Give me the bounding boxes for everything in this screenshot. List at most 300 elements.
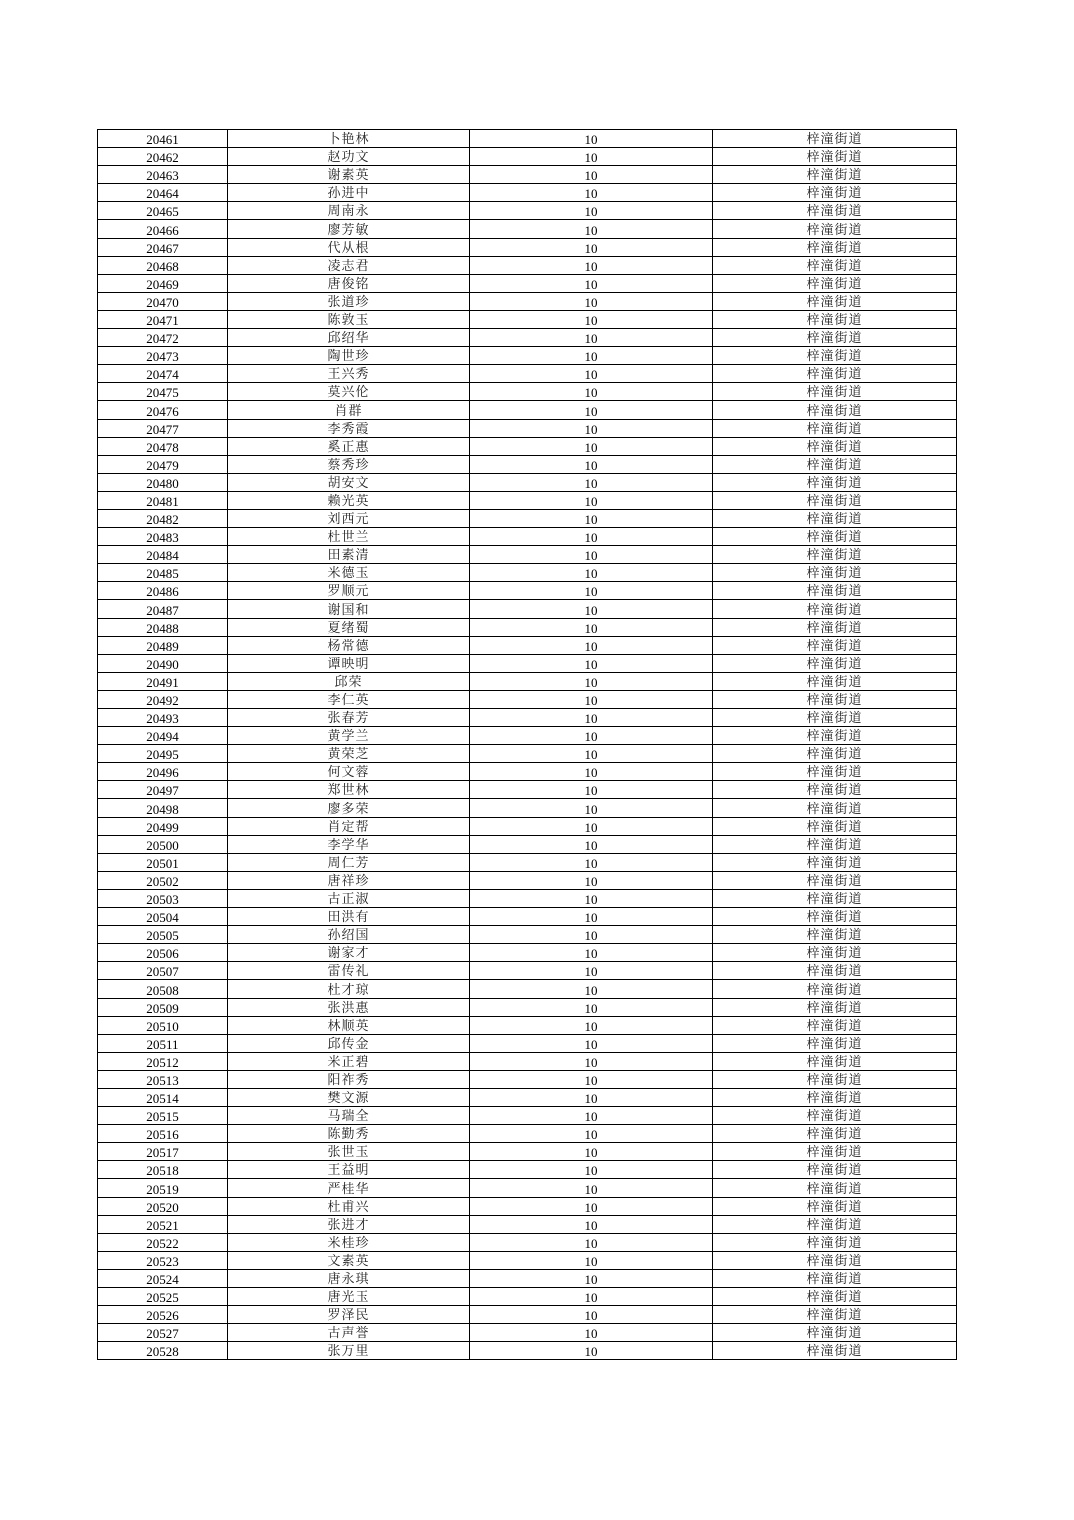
row-number-cell: 20463 <box>98 166 228 184</box>
street-cell: 梓潼街道 <box>713 1052 957 1070</box>
street-cell: 梓潼街道 <box>713 781 957 799</box>
name-cell: 张进才 <box>228 1215 470 1233</box>
amount-cell: 10 <box>470 1233 713 1251</box>
row-number-cell: 20514 <box>98 1088 228 1106</box>
row-number-cell: 20506 <box>98 944 228 962</box>
row-number-cell: 20512 <box>98 1052 228 1070</box>
amount-cell: 10 <box>470 1034 713 1052</box>
row-number-cell: 20477 <box>98 419 228 437</box>
name-cell: 孙绍国 <box>228 926 470 944</box>
amount-cell: 10 <box>470 455 713 473</box>
street-cell: 梓潼街道 <box>713 618 957 636</box>
street-cell: 梓潼街道 <box>713 889 957 907</box>
street-cell: 梓潼街道 <box>713 1197 957 1215</box>
row-number-cell: 20527 <box>98 1324 228 1342</box>
street-cell: 梓潼街道 <box>713 908 957 926</box>
row-number-cell: 20491 <box>98 672 228 690</box>
amount-cell: 10 <box>470 1161 713 1179</box>
table-row <box>98 889 957 907</box>
name-cell: 严桂华 <box>228 1179 470 1197</box>
name-cell: 米德玉 <box>228 564 470 582</box>
amount-cell: 10 <box>470 528 713 546</box>
street-cell: 梓潼街道 <box>713 582 957 600</box>
name-cell: 郑世林 <box>228 781 470 799</box>
street-cell: 梓潼街道 <box>713 871 957 889</box>
name-cell: 黄学兰 <box>228 727 470 745</box>
amount-cell: 10 <box>470 166 713 184</box>
row-number-cell: 20468 <box>98 256 228 274</box>
name-cell: 邱荣 <box>228 672 470 690</box>
street-cell: 梓潼街道 <box>713 437 957 455</box>
street-cell: 梓潼街道 <box>713 1088 957 1106</box>
row-number-cell: 20496 <box>98 763 228 781</box>
street-cell: 梓潼街道 <box>713 1306 957 1324</box>
name-cell: 陈勤秀 <box>228 1125 470 1143</box>
row-number-cell: 20504 <box>98 908 228 926</box>
amount-cell: 10 <box>470 202 713 220</box>
table-row <box>98 944 957 962</box>
table-row <box>98 1143 957 1161</box>
name-cell: 胡安文 <box>228 473 470 491</box>
name-cell: 周仁芳 <box>228 853 470 871</box>
table-row <box>98 130 957 148</box>
name-cell: 罗顺元 <box>228 582 470 600</box>
amount-cell: 10 <box>470 130 713 148</box>
row-number-cell: 20490 <box>98 654 228 672</box>
table-row <box>98 383 957 401</box>
row-number-cell: 20482 <box>98 509 228 527</box>
row-number-cell: 20485 <box>98 564 228 582</box>
table-row <box>98 220 957 238</box>
name-cell: 凌志君 <box>228 256 470 274</box>
name-cell: 李秀霞 <box>228 419 470 437</box>
amount-cell: 10 <box>470 148 713 166</box>
street-cell: 梓潼街道 <box>713 1251 957 1269</box>
name-cell: 黄荣芝 <box>228 745 470 763</box>
table-row <box>98 365 957 383</box>
name-cell: 田洪有 <box>228 908 470 926</box>
name-cell: 刘西元 <box>228 509 470 527</box>
table-row <box>98 329 957 347</box>
name-cell: 王益明 <box>228 1161 470 1179</box>
amount-cell: 10 <box>470 365 713 383</box>
row-number-cell: 20488 <box>98 618 228 636</box>
amount-cell: 10 <box>470 799 713 817</box>
amount-cell: 10 <box>470 1070 713 1088</box>
street-cell: 梓潼街道 <box>713 727 957 745</box>
row-number-cell: 20519 <box>98 1179 228 1197</box>
name-cell: 杜世兰 <box>228 528 470 546</box>
name-cell: 肖群 <box>228 401 470 419</box>
amount-cell: 10 <box>470 926 713 944</box>
name-cell: 雷传礼 <box>228 962 470 980</box>
table-row <box>98 256 957 274</box>
table-row <box>98 1179 957 1197</box>
street-cell: 梓潼街道 <box>713 274 957 292</box>
table-row <box>98 618 957 636</box>
row-number-cell: 20492 <box>98 690 228 708</box>
amount-cell: 10 <box>470 908 713 926</box>
name-cell: 莫兴伦 <box>228 383 470 401</box>
amount-cell: 10 <box>470 727 713 745</box>
table-row <box>98 347 957 365</box>
row-number-cell: 20476 <box>98 401 228 419</box>
table-row <box>98 835 957 853</box>
name-cell: 李学华 <box>228 835 470 853</box>
street-cell: 梓潼街道 <box>713 636 957 654</box>
row-number-cell: 20484 <box>98 546 228 564</box>
table-row <box>98 781 957 799</box>
table-row <box>98 509 957 527</box>
street-cell: 梓潼街道 <box>713 292 957 310</box>
street-cell: 梓潼街道 <box>713 1269 957 1287</box>
street-cell: 梓潼街道 <box>713 1016 957 1034</box>
amount-cell: 10 <box>470 1269 713 1287</box>
table-row <box>98 1107 957 1125</box>
street-cell: 梓潼街道 <box>713 853 957 871</box>
amount-cell: 10 <box>470 1197 713 1215</box>
name-cell: 唐光玉 <box>228 1288 470 1306</box>
table-row <box>98 546 957 564</box>
table-row <box>98 292 957 310</box>
amount-cell: 10 <box>470 1306 713 1324</box>
table-row <box>98 1306 957 1324</box>
row-number-cell: 20498 <box>98 799 228 817</box>
row-number-cell: 20501 <box>98 853 228 871</box>
name-cell: 杜甫兴 <box>228 1197 470 1215</box>
table-row <box>98 817 957 835</box>
row-number-cell: 20472 <box>98 329 228 347</box>
amount-cell: 10 <box>470 853 713 871</box>
amount-cell: 10 <box>470 1179 713 1197</box>
street-cell: 梓潼街道 <box>713 600 957 618</box>
amount-cell: 10 <box>470 509 713 527</box>
table-row <box>98 1215 957 1233</box>
amount-cell: 10 <box>470 672 713 690</box>
table-row <box>98 1269 957 1287</box>
amount-cell: 10 <box>470 1088 713 1106</box>
amount-cell: 10 <box>470 690 713 708</box>
table-row <box>98 238 957 256</box>
name-cell: 张万里 <box>228 1342 470 1360</box>
table-row <box>98 1052 957 1070</box>
amount-cell: 10 <box>470 564 713 582</box>
row-number-cell: 20511 <box>98 1034 228 1052</box>
row-number-cell: 20489 <box>98 636 228 654</box>
amount-cell: 10 <box>470 835 713 853</box>
table-row <box>98 1233 957 1251</box>
table-row <box>98 310 957 328</box>
amount-cell: 10 <box>470 1143 713 1161</box>
row-number-cell: 20518 <box>98 1161 228 1179</box>
row-number-cell: 20516 <box>98 1125 228 1143</box>
street-cell: 梓潼街道 <box>713 310 957 328</box>
table-row <box>98 745 957 763</box>
table-row <box>98 908 957 926</box>
name-cell: 谭映明 <box>228 654 470 672</box>
name-cell: 邱绍华 <box>228 329 470 347</box>
amount-cell: 10 <box>470 1107 713 1125</box>
street-cell: 梓潼街道 <box>713 383 957 401</box>
street-cell: 梓潼街道 <box>713 745 957 763</box>
name-cell: 赖光英 <box>228 491 470 509</box>
table-row <box>98 636 957 654</box>
amount-cell: 10 <box>470 745 713 763</box>
amount-cell: 10 <box>470 781 713 799</box>
street-cell: 梓潼街道 <box>713 817 957 835</box>
name-cell: 古声誉 <box>228 1324 470 1342</box>
street-cell: 梓潼街道 <box>713 1324 957 1342</box>
name-cell: 夏绪蜀 <box>228 618 470 636</box>
amount-cell: 10 <box>470 419 713 437</box>
street-cell: 梓潼街道 <box>713 148 957 166</box>
name-cell: 孙进中 <box>228 184 470 202</box>
street-cell: 梓潼街道 <box>713 528 957 546</box>
street-cell: 梓潼街道 <box>713 546 957 564</box>
street-cell: 梓潼街道 <box>713 238 957 256</box>
street-cell: 梓潼街道 <box>713 473 957 491</box>
name-cell: 谢国和 <box>228 600 470 618</box>
amount-cell: 10 <box>470 600 713 618</box>
table-row <box>98 1070 957 1088</box>
row-number-cell: 20478 <box>98 437 228 455</box>
amount-cell: 10 <box>470 238 713 256</box>
street-cell: 梓潼街道 <box>713 962 957 980</box>
name-cell: 周南永 <box>228 202 470 220</box>
table-row <box>98 274 957 292</box>
table-row <box>98 401 957 419</box>
row-number-cell: 20481 <box>98 491 228 509</box>
table-row <box>98 1161 957 1179</box>
table-row <box>98 1288 957 1306</box>
name-cell: 谢家才 <box>228 944 470 962</box>
amount-cell: 10 <box>470 636 713 654</box>
table-row <box>98 1016 957 1034</box>
row-number-cell: 20520 <box>98 1197 228 1215</box>
row-number-cell: 20462 <box>98 148 228 166</box>
amount-cell: 10 <box>470 546 713 564</box>
row-number-cell: 20528 <box>98 1342 228 1360</box>
amount-cell: 10 <box>470 1052 713 1070</box>
name-cell: 李仁英 <box>228 690 470 708</box>
table-row <box>98 1197 957 1215</box>
amount-cell: 10 <box>470 274 713 292</box>
row-number-cell: 20523 <box>98 1251 228 1269</box>
name-cell: 张洪惠 <box>228 998 470 1016</box>
table-row <box>98 853 957 871</box>
table-row <box>98 528 957 546</box>
row-number-cell: 20479 <box>98 455 228 473</box>
row-number-cell: 20494 <box>98 727 228 745</box>
name-cell: 杨常德 <box>228 636 470 654</box>
name-cell: 樊文源 <box>228 1088 470 1106</box>
name-cell: 廖多荣 <box>228 799 470 817</box>
table-row <box>98 1251 957 1269</box>
table-row <box>98 419 957 437</box>
street-cell: 梓潼街道 <box>713 1125 957 1143</box>
table-row <box>98 871 957 889</box>
amount-cell: 10 <box>470 437 713 455</box>
street-cell: 梓潼街道 <box>713 455 957 473</box>
street-cell: 梓潼街道 <box>713 220 957 238</box>
street-cell: 梓潼街道 <box>713 1107 957 1125</box>
name-cell: 肖定帮 <box>228 817 470 835</box>
amount-cell: 10 <box>470 817 713 835</box>
row-number-cell: 20499 <box>98 817 228 835</box>
row-number-cell: 20473 <box>98 347 228 365</box>
table-row <box>98 980 957 998</box>
table-row <box>98 1324 957 1342</box>
table-row <box>98 564 957 582</box>
amount-cell: 10 <box>470 944 713 962</box>
street-cell: 梓潼街道 <box>713 980 957 998</box>
street-cell: 梓潼街道 <box>713 1342 957 1360</box>
street-cell: 梓潼街道 <box>713 1161 957 1179</box>
name-cell: 米正碧 <box>228 1052 470 1070</box>
name-cell: 陈敦玉 <box>228 310 470 328</box>
table-row <box>98 166 957 184</box>
table-row <box>98 654 957 672</box>
row-number-cell: 20483 <box>98 528 228 546</box>
amount-cell: 10 <box>470 1324 713 1342</box>
row-number-cell: 20521 <box>98 1215 228 1233</box>
street-cell: 梓潼街道 <box>713 256 957 274</box>
name-cell: 古正淑 <box>228 889 470 907</box>
row-number-cell: 20517 <box>98 1143 228 1161</box>
amount-cell: 10 <box>470 401 713 419</box>
table-row <box>98 799 957 817</box>
row-number-cell: 20486 <box>98 582 228 600</box>
row-number-cell: 20525 <box>98 1288 228 1306</box>
amount-cell: 10 <box>470 1251 713 1269</box>
amount-cell: 10 <box>470 618 713 636</box>
street-cell: 梓潼街道 <box>713 1215 957 1233</box>
table-row <box>98 473 957 491</box>
row-number-cell: 20524 <box>98 1269 228 1287</box>
name-cell: 马瑞全 <box>228 1107 470 1125</box>
street-cell: 梓潼街道 <box>713 347 957 365</box>
name-cell: 张春芳 <box>228 709 470 727</box>
street-cell: 梓潼街道 <box>713 166 957 184</box>
name-cell: 田素清 <box>228 546 470 564</box>
amount-cell: 10 <box>470 347 713 365</box>
amount-cell: 10 <box>470 962 713 980</box>
street-cell: 梓潼街道 <box>713 709 957 727</box>
amount-cell: 10 <box>470 1215 713 1233</box>
street-cell: 梓潼街道 <box>713 184 957 202</box>
amount-cell: 10 <box>470 310 713 328</box>
amount-cell: 10 <box>470 473 713 491</box>
table-row <box>98 202 957 220</box>
row-number-cell: 20475 <box>98 383 228 401</box>
name-cell: 米桂珍 <box>228 1233 470 1251</box>
row-number-cell: 20467 <box>98 238 228 256</box>
amount-cell: 10 <box>470 329 713 347</box>
street-cell: 梓潼街道 <box>713 329 957 347</box>
name-cell: 代从根 <box>228 238 470 256</box>
table-row <box>98 962 957 980</box>
table-row <box>98 582 957 600</box>
amount-cell: 10 <box>470 383 713 401</box>
street-cell: 梓潼街道 <box>713 509 957 527</box>
row-number-cell: 20503 <box>98 889 228 907</box>
amount-cell: 10 <box>470 220 713 238</box>
row-number-cell: 20480 <box>98 473 228 491</box>
row-number-cell: 20497 <box>98 781 228 799</box>
amount-cell: 10 <box>470 292 713 310</box>
street-cell: 梓潼街道 <box>713 1288 957 1306</box>
name-cell: 王兴秀 <box>228 365 470 383</box>
amount-cell: 10 <box>470 889 713 907</box>
table-row <box>98 763 957 781</box>
street-cell: 梓潼街道 <box>713 401 957 419</box>
amount-cell: 10 <box>470 1342 713 1360</box>
name-cell: 罗泽民 <box>228 1306 470 1324</box>
name-cell: 杜才琼 <box>228 980 470 998</box>
amount-cell: 10 <box>470 1125 713 1143</box>
row-number-cell: 20461 <box>98 130 228 148</box>
data-table <box>97 129 957 1360</box>
amount-cell: 10 <box>470 256 713 274</box>
street-cell: 梓潼街道 <box>713 1034 957 1052</box>
row-number-cell: 20515 <box>98 1107 228 1125</box>
amount-cell: 10 <box>470 998 713 1016</box>
row-number-cell: 20470 <box>98 292 228 310</box>
table-row <box>98 926 957 944</box>
amount-cell: 10 <box>470 491 713 509</box>
street-cell: 梓潼街道 <box>713 654 957 672</box>
street-cell: 梓潼街道 <box>713 202 957 220</box>
row-number-cell: 20502 <box>98 871 228 889</box>
name-cell: 唐俊铭 <box>228 274 470 292</box>
street-cell: 梓潼街道 <box>713 799 957 817</box>
row-number-cell: 20487 <box>98 600 228 618</box>
street-cell: 梓潼街道 <box>713 690 957 708</box>
name-cell: 陶世珍 <box>228 347 470 365</box>
row-number-cell: 20469 <box>98 274 228 292</box>
table-row <box>98 1125 957 1143</box>
row-number-cell: 20466 <box>98 220 228 238</box>
row-number-cell: 20495 <box>98 745 228 763</box>
amount-cell: 10 <box>470 980 713 998</box>
table-body <box>98 130 957 1360</box>
name-cell: 廖芳敏 <box>228 220 470 238</box>
amount-cell: 10 <box>470 763 713 781</box>
row-number-cell: 20510 <box>98 1016 228 1034</box>
street-cell: 梓潼街道 <box>713 1233 957 1251</box>
row-number-cell: 20522 <box>98 1233 228 1251</box>
name-cell: 张世玉 <box>228 1143 470 1161</box>
amount-cell: 10 <box>470 582 713 600</box>
name-cell: 邱传金 <box>228 1034 470 1052</box>
table-row <box>98 672 957 690</box>
street-cell: 梓潼街道 <box>713 926 957 944</box>
street-cell: 梓潼街道 <box>713 835 957 853</box>
row-number-cell: 20464 <box>98 184 228 202</box>
row-number-cell: 20509 <box>98 998 228 1016</box>
street-cell: 梓潼街道 <box>713 1143 957 1161</box>
name-cell: 蔡秀珍 <box>228 455 470 473</box>
name-cell: 林顺英 <box>228 1016 470 1034</box>
table-row <box>98 600 957 618</box>
name-cell: 唐永琪 <box>228 1269 470 1287</box>
table-row <box>98 455 957 473</box>
name-cell: 赵功文 <box>228 148 470 166</box>
street-cell: 梓潼街道 <box>713 1179 957 1197</box>
name-cell: 唐祥珍 <box>228 871 470 889</box>
name-cell: 阳祚秀 <box>228 1070 470 1088</box>
row-number-cell: 20474 <box>98 365 228 383</box>
